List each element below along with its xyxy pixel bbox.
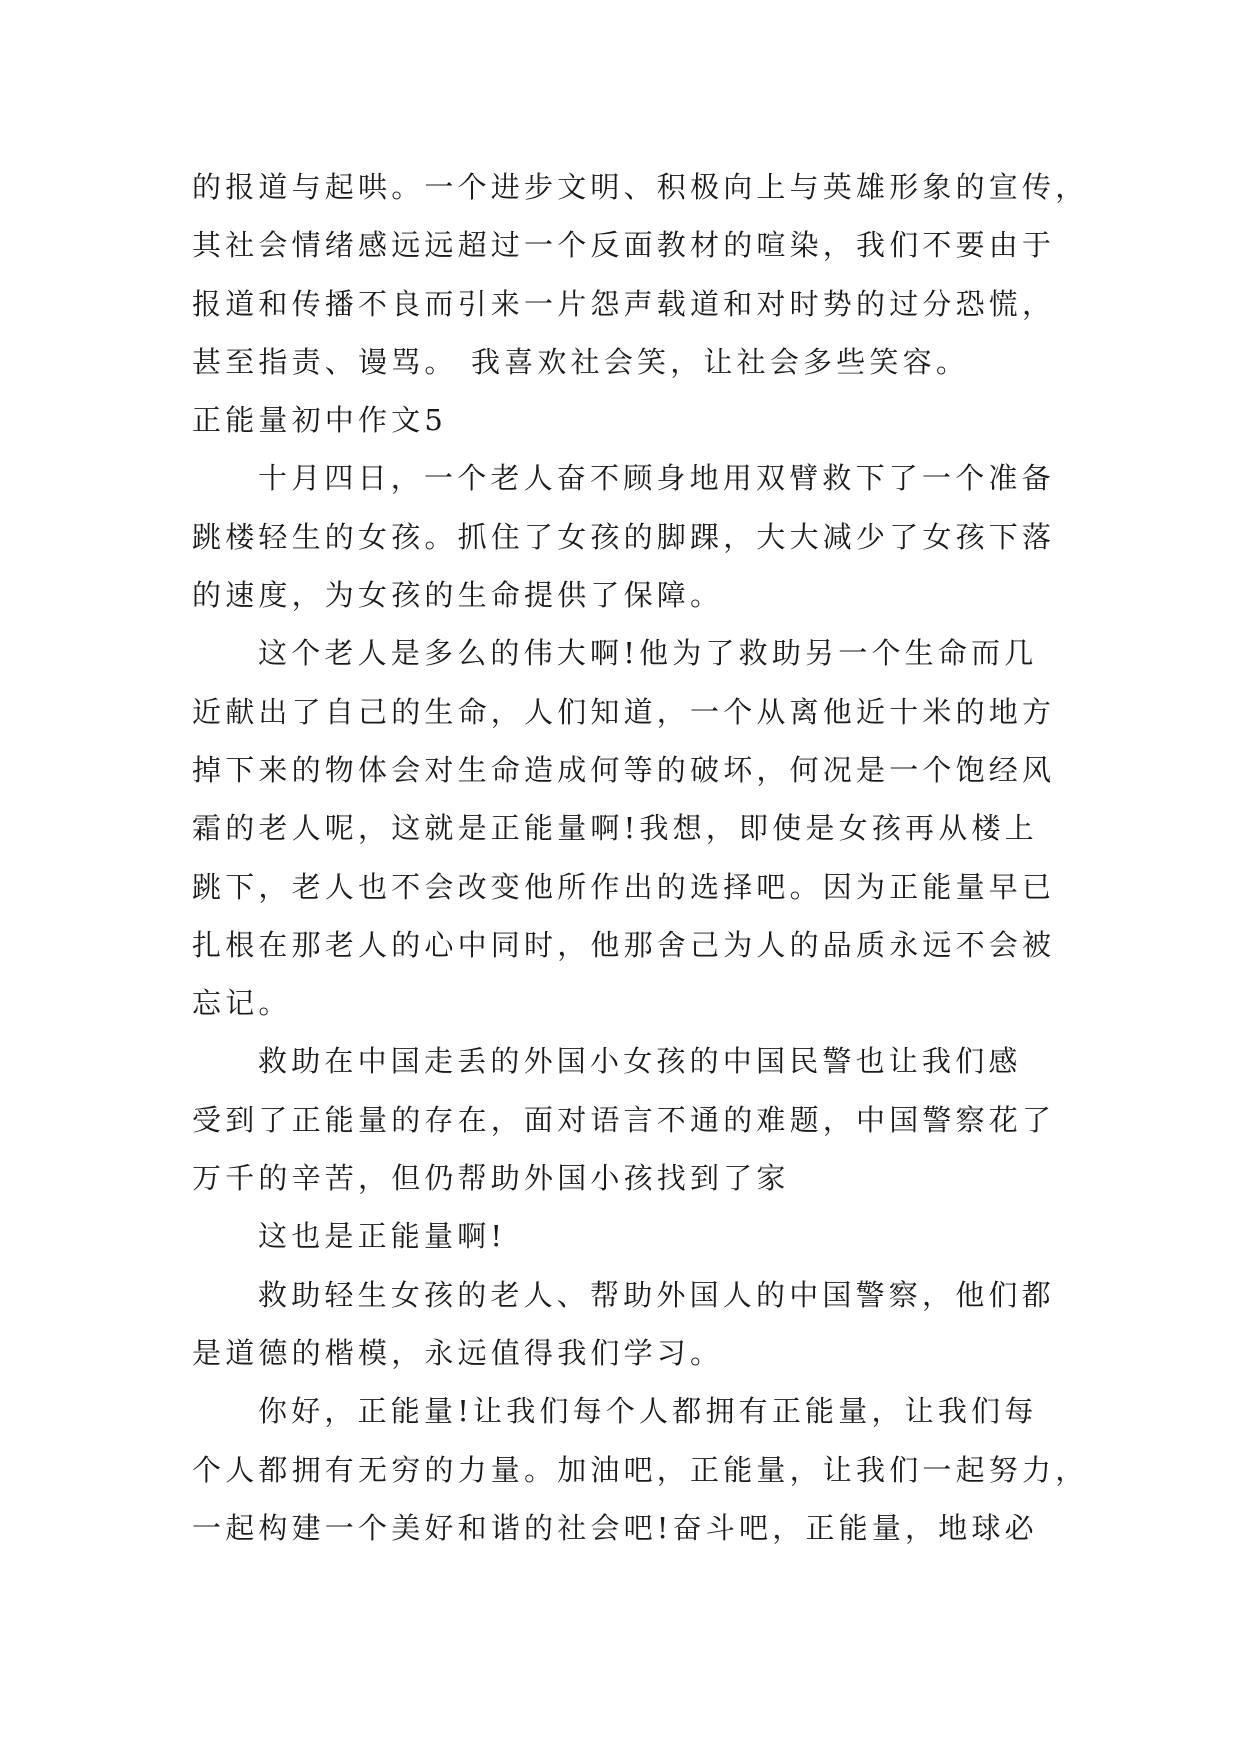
paragraph-first-line: 十月四日，一个老人奋不顾身地用双臂救下了一个准备 [258,461,1055,496]
text-line: 甚至指责、谩骂。 我喜欢社会笑，让社会多些笑容。 [192,344,970,379]
text-line: 是道德的楷模，永远值得我们学习。 [192,1335,724,1370]
text-line: 近献出了自己的生命，人们知道，一个从离他近十米的地方 [192,694,1056,729]
paragraph-first-line: 救助轻生女孩的老人、帮助外国人的中国警察，他们都 [258,1277,1055,1312]
document-body [192,158,1089,1557]
text-line: 其社会情绪感远远超过一个反面教材的喧染，我们不要由于 [192,228,1056,263]
text-line: 一起构建一个美好和谐的社会吧!奋斗吧，正能量，地球必 [192,1510,1038,1545]
paragraph-first-line: 你好，正能量!让我们每个人都拥有正能量，让我们每 [258,1394,1038,1429]
text-line: 忘记。 [192,986,292,1021]
text-line: 受到了正能量的存在，面对语言不通的难题，中国警察花了 [192,1102,1056,1137]
text-line: 跳楼轻生的女孩。抓住了女孩的脚踝，大大减少了女孩下落 [192,519,1056,554]
paragraph-first-line: 这也是正能量啊! [258,1219,507,1254]
section-heading: 正能量初中作文5 [192,403,448,438]
text-line: 跳下，老人也不会改变他所作出的选择吧。因为正能量早已 [192,869,1056,904]
paragraph-first-line: 这个老人是多么的伟大啊!他为了救助另一个生命而几 [258,636,1038,671]
text-line: 个人都拥有无穷的力量。加油吧，正能量，让我们一起努力， [192,1452,1089,1487]
paragraph-first-line: 救助在中国走丢的外国小女孩的中国民警也让我们感 [258,1044,1022,1079]
text-line: 的速度，为女孩的生命提供了保障。 [192,578,724,613]
text-line: 霜的老人呢，这就是正能量啊!我想，即使是女孩再从楼上 [192,811,1038,846]
text-line: 扎根在那老人的心中同时，他那舍己为人的品质永远不会被 [192,927,1056,962]
text-line: 掉下来的物体会对生命造成何等的破坏，何况是一个饱经风 [192,752,1056,787]
text-line: 报道和传播不良而引来一片怨声载道和对时势的过分恐慌， [192,286,1056,321]
text-line: 的报道与起哄。一个进步文明、积极向上与英雄形象的宣传， [192,170,1089,204]
text-line: 万千的辛苦，但仍帮助外国小孩找到了家 [192,1161,790,1196]
